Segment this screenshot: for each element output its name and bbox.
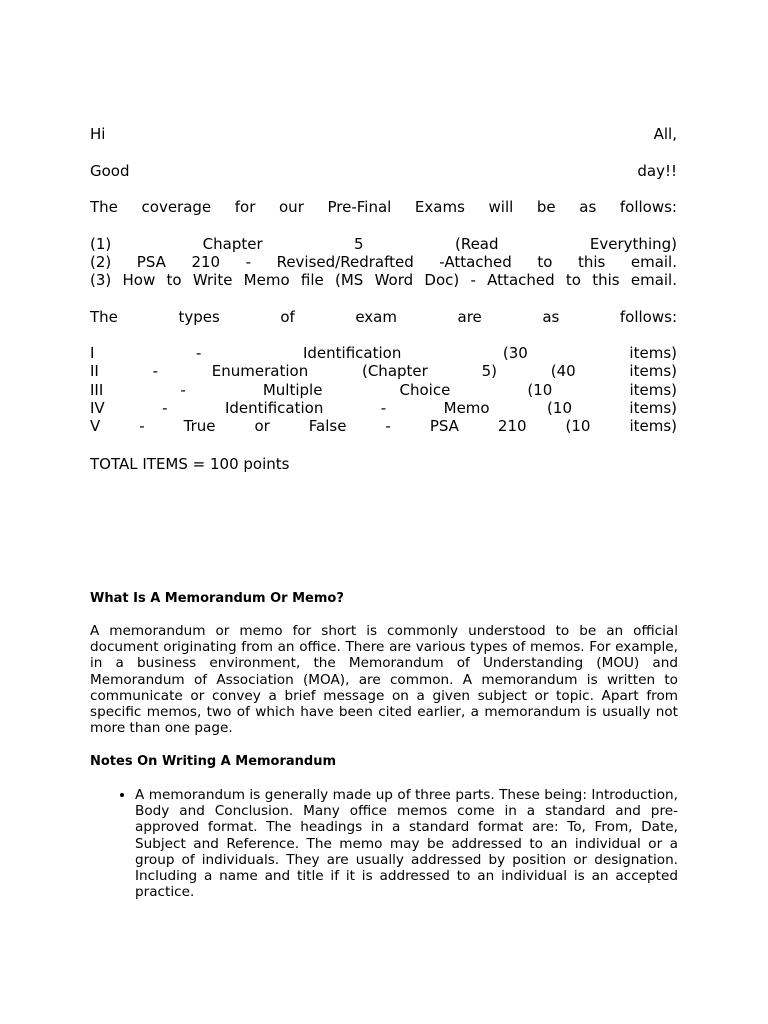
notes-list xyxy=(90,787,678,900)
heading-notes xyxy=(90,754,678,770)
section-heading: Notes On Writing A Memorandum xyxy=(90,754,337,769)
total-items: TOTAL ITEMS = 100 points xyxy=(90,455,290,473)
paragraph: A memorandum or memo for short is commonly understood to be an official document originating from an office. There are various types of memos. For example, in a business environment, the Memorandum of Understanding (MOU) and Memorandum of Association (MOA), are common. A memorandum is written to communicate or convey a brief message on a given subject or topic. Apart from specific memos, two of which have been cited earlier, a memorandum is usually not more than one page. xyxy=(90,623,678,737)
list-item: • A memorandum is generally made up of three parts. These being: Introduction, Body and Conclusion. Many office memos come in a standard and pre-approved format. The headings in a standard format are: To, From, Date, Subject and Reference. The memo may be addressed to an individual or a group of individuals. They are usually addressed by position or designation. Including a name and title if it is addressed to an individual is an accepted practice. xyxy=(135,787,678,900)
exam-type-item: III - Multiple Choice (10 items) xyxy=(90,381,677,399)
coverage-intro: The coverage for our Pre-Final Exams will be as follows: xyxy=(90,198,677,216)
section-heading: What Is A Memorandum Or Memo? xyxy=(90,591,344,606)
salutation-line: Good day!! xyxy=(90,162,677,180)
memo-definition xyxy=(90,623,678,736)
exam-type-item: V - True or False - PSA 210 (10 items) xyxy=(90,417,677,435)
coverage-item: (1) Chapter 5 (Read Everything) xyxy=(90,235,677,253)
greeting-line: Hi All, xyxy=(90,125,677,143)
exam-type-item: I - Identification (30 items) xyxy=(90,344,677,362)
coverage-item: (2) PSA 210 - Revised/Redrafted -Attached to this email. xyxy=(90,253,677,271)
heading-what-is-memo xyxy=(90,591,678,607)
coverage-item: (3) How to Write Memo file (MS Word Doc) - Attached to this email. xyxy=(90,271,677,289)
types-intro: The types of exam are as follows: xyxy=(90,308,677,326)
exam-type-item: II - Enumeration (Chapter 5) (40 items) xyxy=(90,362,677,380)
exam-type-item: IV - Identification - Memo (10 items) xyxy=(90,399,677,417)
